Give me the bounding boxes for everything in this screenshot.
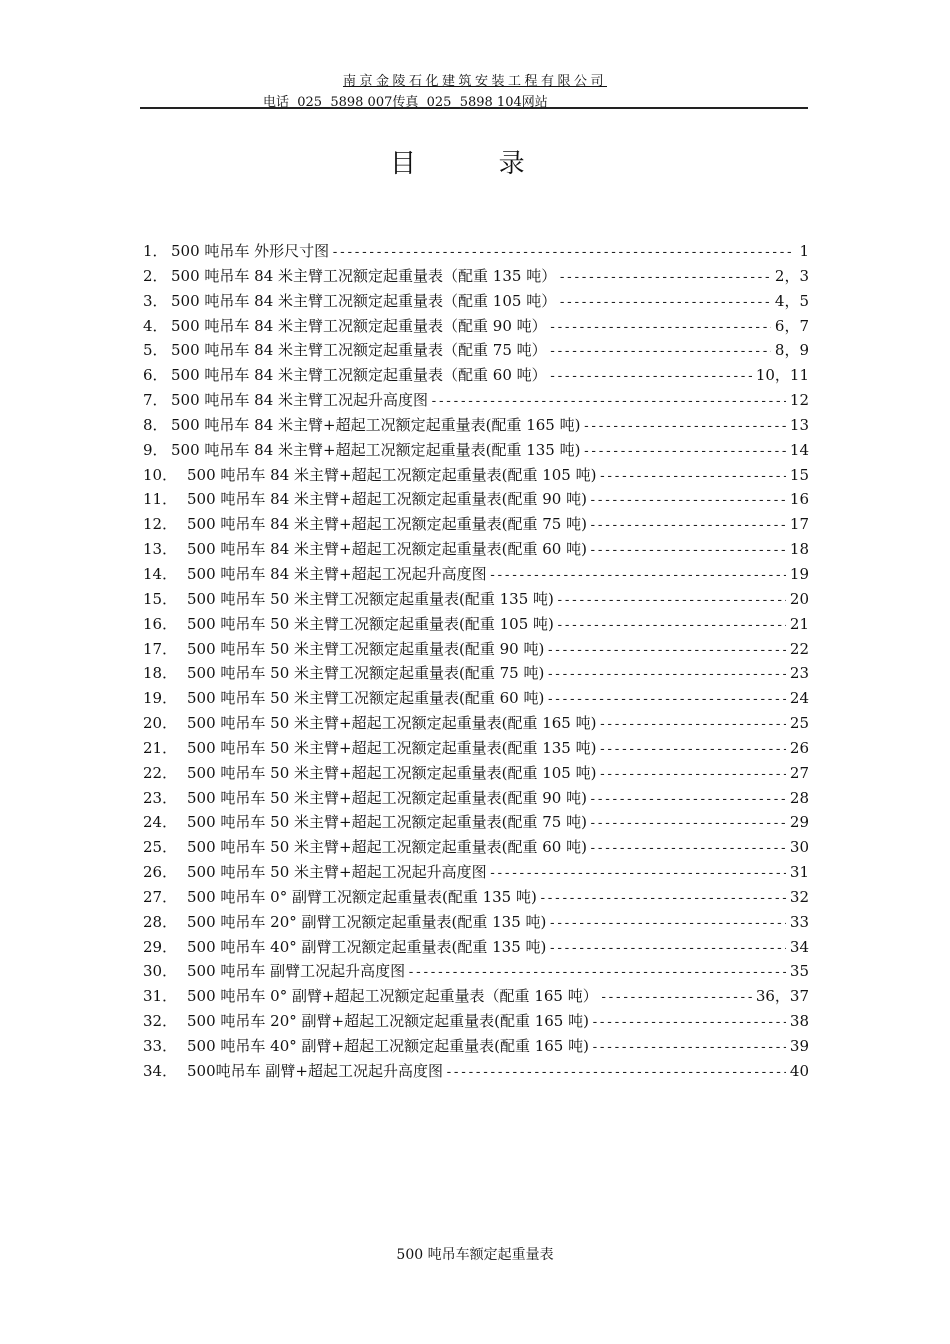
toc-entry-page: 10，11 [755, 366, 809, 385]
toc-entry-number: 27． [143, 887, 178, 906]
toc-leader [589, 493, 786, 508]
toc-leader [598, 742, 785, 757]
toc-entry-number: 3． [143, 291, 168, 310]
toc-entry[interactable] [143, 712, 809, 737]
toc-entry-page: 13 [789, 415, 809, 434]
toc-entry[interactable] [143, 1010, 809, 1035]
toc-entry-number: 28． [143, 912, 178, 931]
toc-entry[interactable] [143, 265, 809, 290]
toc-entry[interactable] [143, 464, 809, 489]
toc-entry[interactable] [143, 737, 809, 762]
toc-entry-number: 30． [143, 962, 178, 981]
toc-entry-page: 2，3 [774, 266, 809, 285]
toc-leader [589, 841, 786, 856]
toc-entry[interactable] [143, 513, 809, 538]
toc-entry-title: 500 吨吊车 84 米主臂+超起工况额定起重量表(配重 90 吨) [187, 490, 587, 509]
toc-entry-title: 500 吨吊车 84 米主臂工况额定起重量表（配重 75 吨） [171, 341, 547, 360]
page-title: 目 录 [390, 149, 525, 179]
toc-entry-title: 500 吨吊车 50 米主臂工况额定起重量表(配重 135 吨) [187, 589, 554, 608]
toc-entry-page: 15 [789, 465, 809, 484]
toc-leader [591, 1040, 786, 1055]
toc-entry-title: 500 吨吊车 外形尺寸图 [171, 242, 330, 260]
toc-entry-number: 21． [143, 738, 178, 757]
toc-entry-page: 16 [789, 490, 809, 509]
toc-entry[interactable] [143, 389, 809, 414]
toc-entry[interactable] [143, 538, 809, 563]
toc-entry[interactable] [143, 1060, 809, 1085]
toc-entry-number: 1． [143, 242, 168, 260]
toc-entry[interactable] [143, 339, 809, 364]
toc-entry-title: 500 吨吊车 50 米主臂+超起工况额定起重量表(配重 75 吨) [187, 813, 587, 832]
toc-entry-number: 14． [143, 564, 178, 583]
toc-entry-title: 500 吨吊车 50 米主臂+超起工况起升高度图 [187, 863, 487, 882]
toc-entry-number: 25． [143, 838, 178, 857]
toc-entry[interactable] [143, 414, 809, 439]
toc-entry-page: 31 [789, 863, 809, 882]
toc-entry-number: 18． [143, 664, 178, 683]
toc-entry-number: 23． [143, 788, 178, 807]
toc-entry-page: 24 [789, 689, 809, 708]
toc-entry-page: 12 [789, 391, 809, 410]
toc-entry-page: 28 [789, 788, 809, 807]
toc-entry-title: 500吨吊车 副臂+超起工况起升高度图 [187, 1061, 443, 1080]
toc-leader [489, 866, 786, 881]
toc-entry-page: 26 [789, 738, 809, 757]
toc-entry-page: 36，37 [755, 987, 809, 1006]
toc-leader [331, 245, 795, 260]
toc-entry-page: 21 [789, 614, 809, 633]
toc-entry[interactable] [143, 687, 809, 712]
toc-entry-page: 39 [789, 1037, 809, 1055]
toc-entry-page: 32 [789, 887, 809, 906]
toc-entry-number: 24． [143, 813, 178, 832]
toc-entry[interactable] [143, 811, 809, 836]
toc-entry-page: 30 [789, 838, 809, 857]
toc-entry-title: 500 吨吊车 50 米主臂工况额定起重量表(配重 105 吨) [187, 614, 554, 633]
toc-entry-title: 500 吨吊车 84 米主臂工况起升高度图 [171, 391, 429, 410]
toc-entry-page: 25 [789, 714, 809, 733]
toc-entry[interactable] [143, 364, 809, 389]
toc-entry[interactable] [143, 315, 809, 340]
toc-entry-number: 20． [143, 714, 178, 733]
toc-leader [407, 965, 786, 980]
toc-entry-page: 27 [789, 763, 809, 782]
toc-entry-number: 15． [143, 589, 178, 608]
toc-leader [548, 941, 786, 956]
toc-entry-number: 6． [143, 366, 168, 385]
toc-leader [556, 593, 786, 608]
toc-leader [589, 816, 786, 831]
toc-leader [549, 320, 771, 335]
contact-line: 电话 025 5898 007传真 025 5898 104网站 [263, 95, 548, 110]
toc-entry-number: 12． [143, 515, 178, 534]
toc-entry-number: 9． [143, 440, 168, 459]
toc-leader [598, 717, 785, 732]
toc-entry-number: 33． [143, 1037, 178, 1055]
table-of-contents [143, 240, 809, 1085]
toc-entry-page: 38 [789, 1012, 809, 1031]
toc-leader [539, 891, 786, 906]
header-rule [140, 107, 808, 109]
toc-entry[interactable] [143, 762, 809, 787]
toc-entry-page: 18 [789, 540, 809, 559]
toc-entry-page: 34 [789, 937, 809, 956]
toc-entry[interactable] [143, 985, 809, 1010]
toc-entry-title: 500 吨吊车 50 米主臂+超起工况额定起重量表(配重 165 吨) [187, 714, 597, 733]
toc-entry-title: 500 吨吊车 84 米主臂+超起工况起升高度图 [187, 564, 487, 583]
toc-entry-title: 500 吨吊车 40° 副臂+超起工况额定起重量表(配重 165 吨) [187, 1037, 589, 1055]
toc-entry-title: 500 吨吊车 40° 副臂工况额定起重量表(配重 135 吨) [187, 937, 547, 956]
toc-entry[interactable] [143, 911, 809, 936]
toc-entry-number: 32． [143, 1012, 178, 1031]
toc-leader [549, 344, 771, 359]
toc-entry-title: 500 吨吊车 0° 副臂+超起工况额定起重量表（配重 165 吨） [187, 987, 598, 1006]
toc-entry-number: 16． [143, 614, 178, 633]
toc-entry[interactable] [143, 488, 809, 513]
toc-entry-page: 29 [789, 813, 809, 832]
toc-entry-page: 23 [789, 664, 809, 683]
toc-entry-title: 500 吨吊车 0° 副臂工况额定起重量表(配重 135 吨) [187, 887, 537, 906]
toc-leader [556, 618, 786, 633]
toc-entry-number: 2． [143, 266, 168, 285]
toc-entry[interactable] [143, 638, 809, 663]
toc-leader [589, 543, 786, 558]
toc-entry-title: 500 吨吊车 84 米主臂工况额定起重量表（配重 60 吨） [171, 366, 547, 385]
toc-entry-page: 20 [789, 589, 809, 608]
toc-entry-title: 500 吨吊车 50 米主臂工况额定起重量表(配重 60 吨) [187, 689, 545, 708]
toc-leader [600, 990, 752, 1005]
toc-entry-page: 4，5 [774, 291, 809, 310]
toc-leader [546, 692, 786, 707]
toc-entry-number: 8． [143, 415, 168, 434]
toc-entry-number: 5． [143, 341, 168, 360]
toc-leader [558, 295, 771, 310]
toc-entry-title: 500 吨吊车 84 米主臂工况额定起重量表（配重 105 吨） [171, 291, 557, 310]
toc-entry[interactable] [143, 290, 809, 315]
toc-entry[interactable] [143, 936, 809, 961]
toc-entry-number: 7． [143, 391, 168, 410]
toc-entry[interactable] [143, 613, 809, 638]
toc-entry[interactable] [143, 861, 809, 886]
toc-entry[interactable] [143, 240, 809, 265]
toc-entry-page: 33 [789, 912, 809, 931]
company-name: 南京金陵石化建筑安装工程有限公司 [342, 74, 607, 89]
toc-entry-page: 19 [789, 564, 809, 583]
toc-entry-number: 11． [143, 490, 178, 509]
toc-entry-number: 29． [143, 937, 178, 956]
toc-leader [430, 394, 786, 409]
toc-leader [558, 270, 771, 285]
toc-entry[interactable] [143, 563, 809, 588]
toc-leader [548, 916, 786, 931]
toc-entry-number: 19． [143, 689, 178, 708]
toc-entry-title: 500 吨吊车 20° 副臂+超起工况额定起重量表(配重 165 吨) [187, 1012, 589, 1031]
toc-leader [549, 369, 752, 384]
toc-entry-title: 500 吨吊车 20° 副臂工况额定起重量表(配重 135 吨) [187, 912, 547, 931]
toc-entry-number: 22． [143, 763, 178, 782]
toc-entry-number: 13． [143, 540, 178, 559]
toc-leader [591, 1015, 786, 1030]
toc-leader [546, 667, 786, 682]
toc-entry-title: 500 吨吊车 84 米主臂+超起工况额定起重量表(配重 75 吨) [187, 515, 587, 534]
toc-entry-title: 500 吨吊车 84 米主臂+超起工况额定起重量表(配重 165 吨) [171, 415, 581, 434]
toc-leader [598, 469, 785, 484]
toc-entry-number: 4． [143, 316, 168, 335]
toc-leader [589, 518, 786, 533]
toc-entry-title: 500 吨吊车 84 米主臂工况额定起重量表（配重 135 吨） [171, 266, 557, 285]
toc-leader [489, 568, 786, 583]
toc-entry-number: 17． [143, 639, 178, 658]
toc-entry-number: 10． [143, 465, 178, 484]
toc-entry-page: 1 [799, 242, 809, 260]
toc-entry-number: 31． [143, 987, 178, 1006]
toc-entry-page: 35 [789, 962, 809, 981]
toc-entry-title: 500 吨吊车 84 米主臂工况额定起重量表（配重 90 吨） [171, 316, 547, 335]
toc-leader [582, 419, 785, 434]
toc-entry-page: 40 [789, 1061, 809, 1080]
toc-entry[interactable] [143, 588, 809, 613]
toc-entry-title: 500 吨吊车 50 米主臂+超起工况额定起重量表(配重 60 吨) [187, 838, 587, 857]
toc-entry-page: 8，9 [774, 341, 809, 360]
toc-entry-title: 500 吨吊车 84 米主臂+超起工况额定起重量表(配重 135 吨) [171, 440, 581, 459]
toc-entry-title: 500 吨吊车 50 米主臂工况额定起重量表(配重 75 吨) [187, 664, 545, 683]
page-footer: 500 吨吊车额定起重量表 [396, 1247, 554, 1263]
toc-entry-page: 22 [789, 639, 809, 658]
toc-entry-number: 26． [143, 863, 178, 882]
toc-leader [546, 643, 786, 658]
toc-leader [445, 1065, 786, 1080]
toc-entry-title: 500 吨吊车 84 米主臂+超起工况额定起重量表(配重 60 吨) [187, 540, 587, 559]
toc-entry[interactable] [143, 1035, 809, 1060]
toc-entry-title: 500 吨吊车 50 米主臂工况额定起重量表(配重 90 吨) [187, 639, 545, 658]
toc-entry-page: 6，7 [774, 316, 809, 335]
toc-entry[interactable] [143, 787, 809, 812]
toc-entry[interactable] [143, 439, 809, 464]
toc-leader [589, 792, 786, 807]
toc-entry-page: 14 [789, 440, 809, 459]
toc-entry-title: 500 吨吊车 50 米主臂+超起工况额定起重量表(配重 90 吨) [187, 788, 587, 807]
toc-leader [582, 444, 785, 459]
toc-entry-title: 500 吨吊车 50 米主臂+超起工况额定起重量表(配重 105 吨) [187, 763, 597, 782]
toc-entry-title: 500 吨吊车 84 米主臂+超起工况额定起重量表(配重 105 吨) [187, 465, 597, 484]
toc-entry[interactable] [143, 886, 809, 911]
toc-entry[interactable] [143, 662, 809, 687]
toc-leader [598, 767, 785, 782]
toc-entry-page: 17 [789, 515, 809, 534]
toc-entry-number: 34． [143, 1061, 178, 1080]
toc-entry-title: 500 吨吊车 副臂工况起升高度图 [187, 962, 406, 981]
toc-entry[interactable] [143, 836, 809, 861]
toc-entry-title: 500 吨吊车 50 米主臂+超起工况额定起重量表(配重 135 吨) [187, 738, 597, 757]
toc-entry[interactable] [143, 960, 809, 985]
